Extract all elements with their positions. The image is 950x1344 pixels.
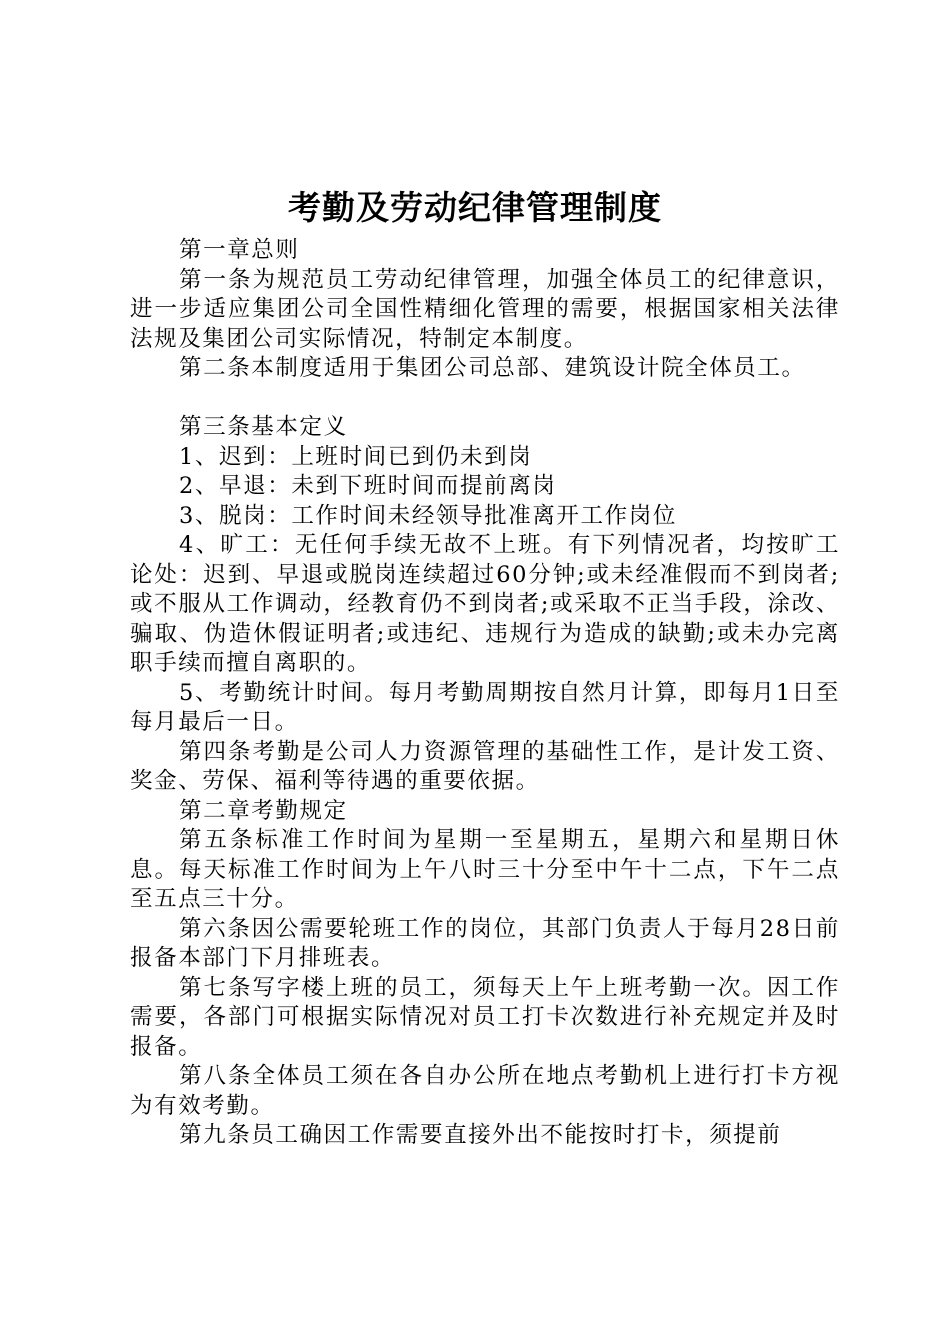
- article-paragraph: 第七条写字楼上班的员工，须每天上午上班考勤一次。因工作需要，各部门可根据实际情况对员工打卡次数进行补充规定并及时报备。: [130, 974, 840, 1060]
- document-title: 考勤及劳动纪律管理制度: [288, 188, 662, 227]
- definition-item: 5、考勤统计时间。每月考勤周期按自然月计算，即每月1日至每月最后一日。: [130, 679, 840, 735]
- article-paragraph: 第九条员工确因工作需要直接外出不能按时打卡，须提前: [179, 1122, 782, 1148]
- article-paragraph: 第二条本制度适用于集团公司总部、建筑设计院全体员工。: [179, 355, 806, 381]
- document-body: [130, 236, 840, 1151]
- blank-line: [130, 384, 840, 414]
- article-paragraph: 第五条标准工作时间为星期一至星期五，星期六和星期日休息。每天标准工作时间为上午八时三十分至中午十二点，下午二点至五点三十分。: [130, 827, 840, 912]
- article-paragraph: 第三条基本定义: [179, 414, 348, 440]
- definition-item: 4、旷工：无任何手续无故不上班。有下列情况者，均按旷工论处：迟到、早退或脱岗连续超过60分钟;或未经准假而不到岗者;或不服从工作调动，经教育仍不到岗者;或采取不正当手段，涂改、骗取、伪造休假证明者;或违纪、违规行为造成的缺勤;或未办完离职手续而擅自离职的。: [130, 532, 840, 676]
- article-paragraph: 第六条因公需要轮班工作的岗位，其部门负责人于每月28日前报备本部门下月排班表。: [130, 915, 840, 971]
- article-paragraph: 第八条全体员工须在各自办公所在地点考勤机上进行打卡方视为有效考勤。: [130, 1063, 840, 1119]
- article-paragraph: 第四条考勤是公司人力资源管理的基础性工作，是计发工资、奖金、劳保、福利等待遇的重要依据。: [130, 738, 840, 794]
- article-paragraph: 第一条为规范员工劳动纪律管理，加强全体员工的纪律意识，进一步适应集团公司全国性精细化管理的需要，根据国家相关法律法规及集团公司实际情况，特制定本制度。: [130, 266, 840, 352]
- chapter-heading: 第一章总则: [179, 237, 300, 263]
- definition-item: 3、脱岗：工作时间未经领导批准离开工作岗位: [179, 502, 677, 529]
- chapter-heading: 第二章考勤规定: [179, 797, 348, 824]
- definition-item: 2、早退：未到下班时间而提前离岗: [179, 473, 557, 499]
- definition-item: 1、迟到：上班时间已到仍未到岗: [179, 443, 533, 470]
